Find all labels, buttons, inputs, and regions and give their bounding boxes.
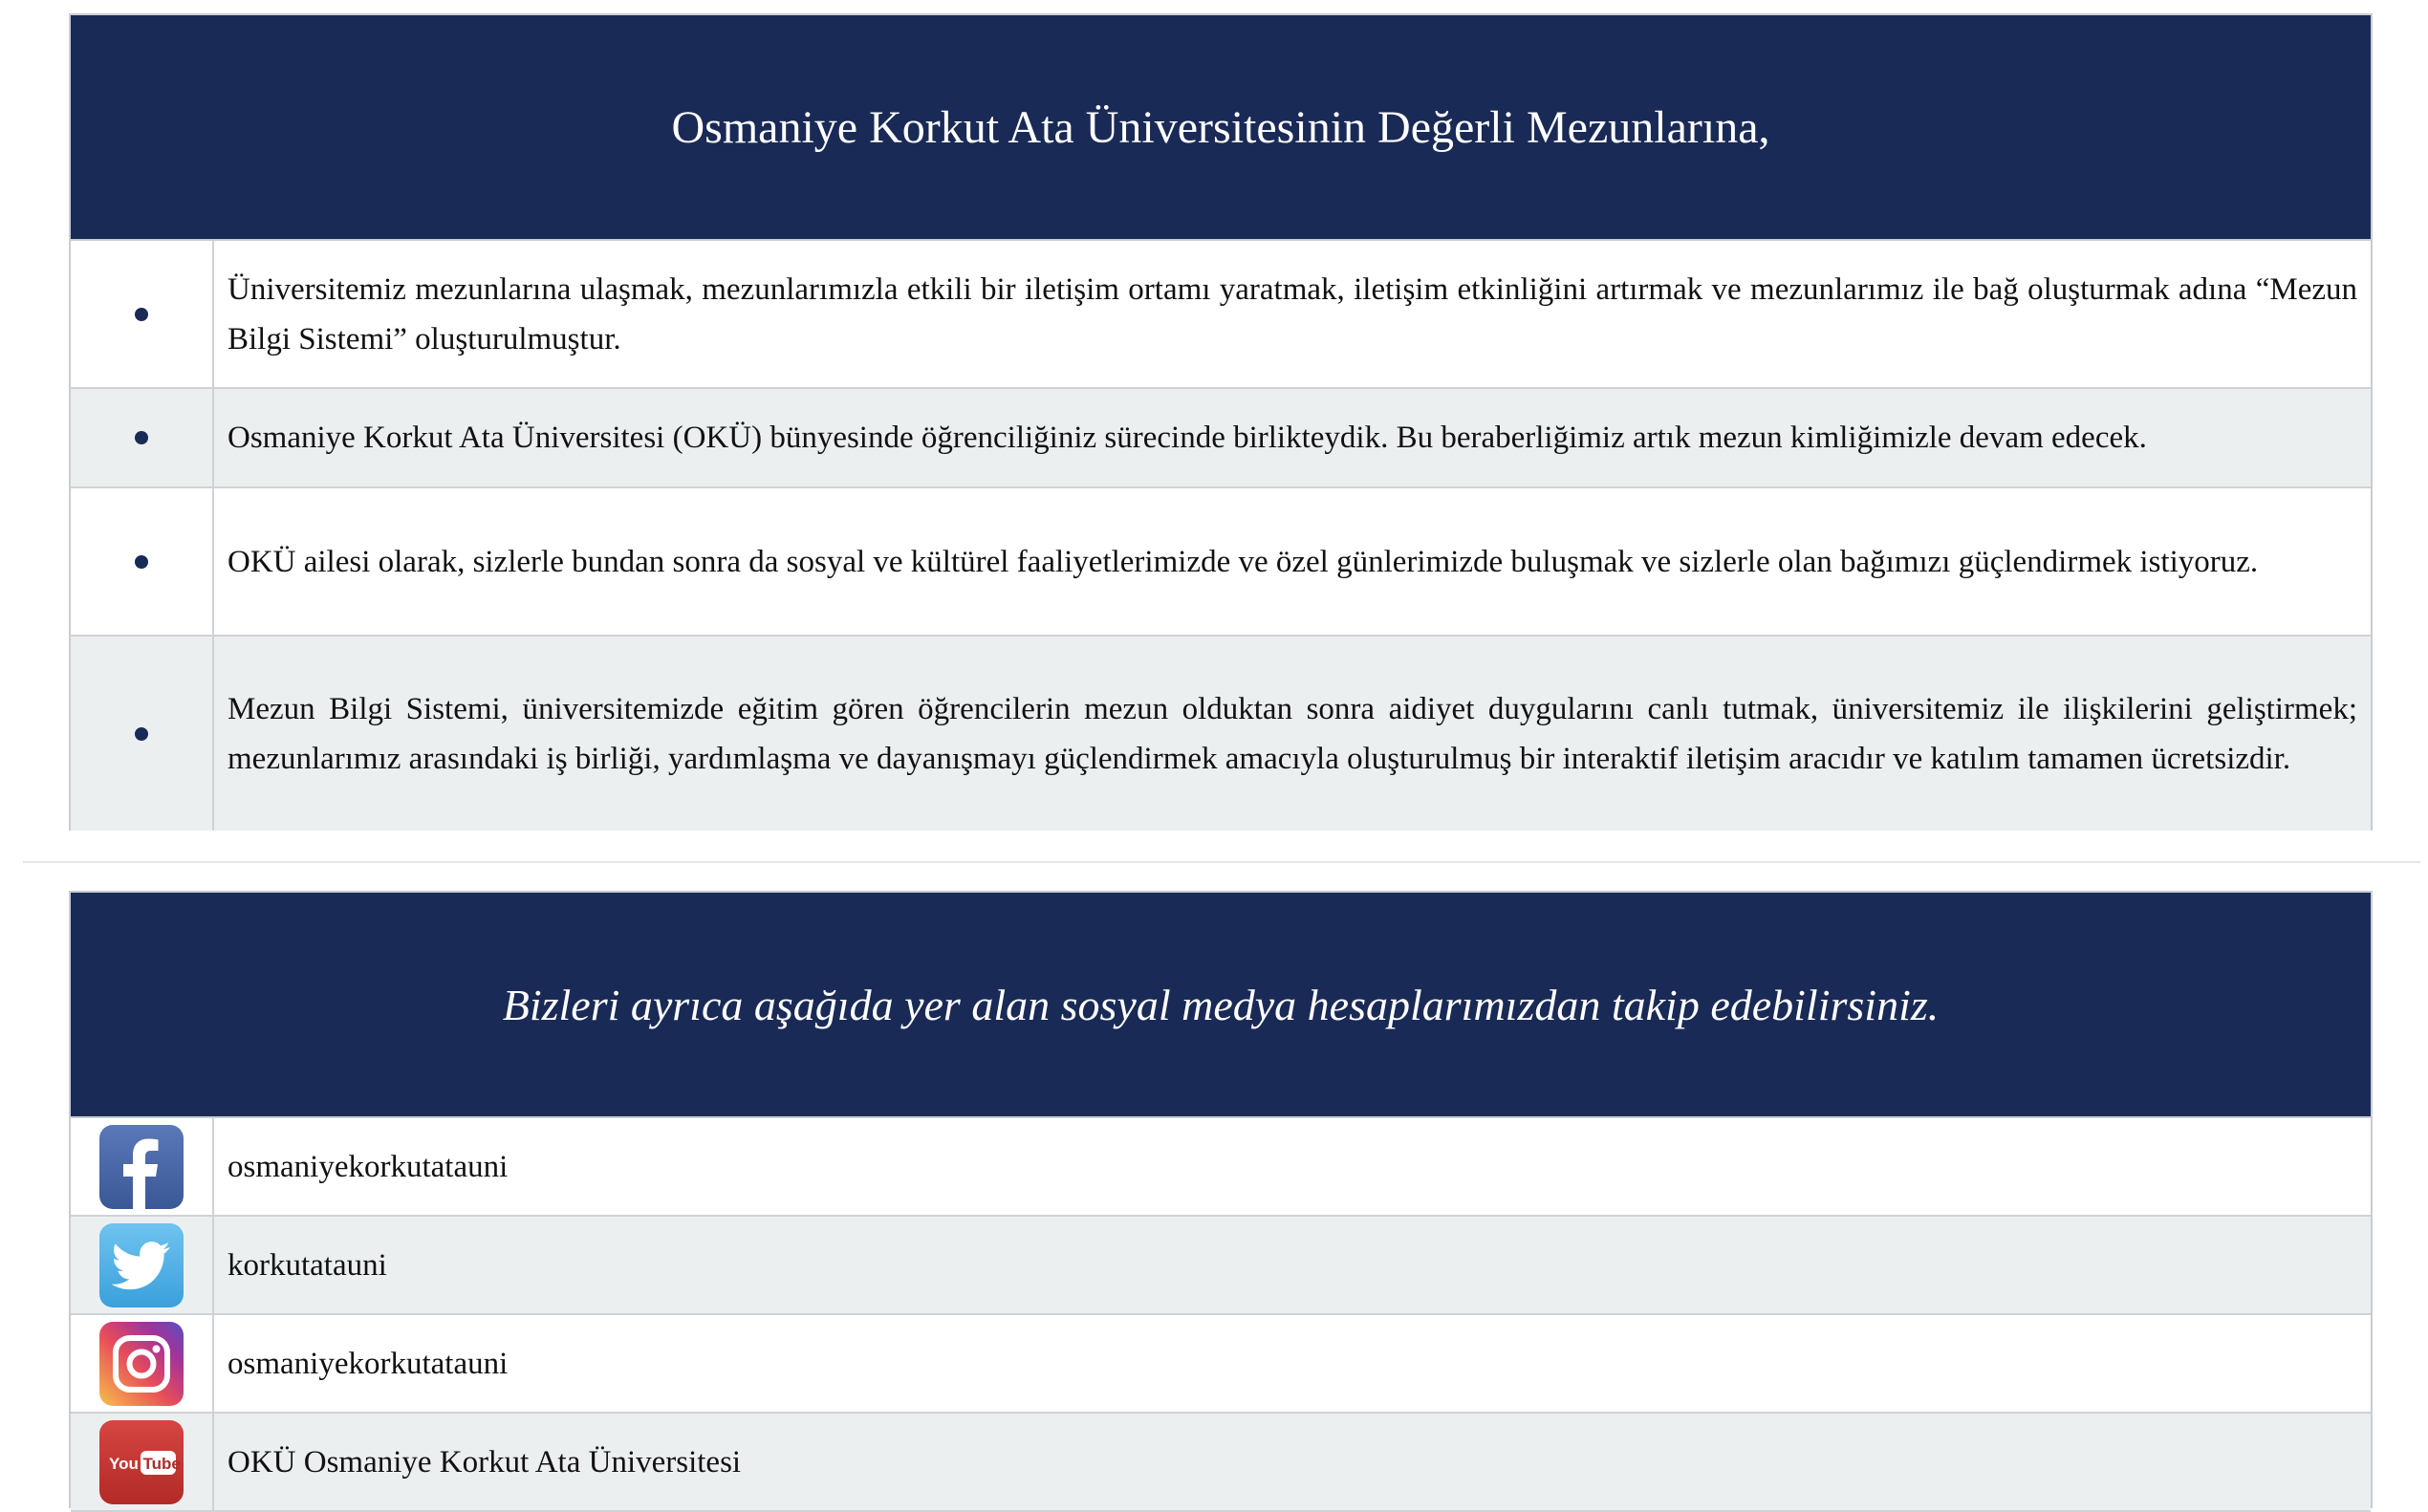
info-row [71, 488, 2371, 637]
bullet-icon [135, 308, 148, 321]
info-panel [69, 13, 2373, 831]
info-row [71, 389, 2371, 488]
social-row-facebook[interactable] [71, 1118, 2371, 1217]
svg-text:You: You [109, 1454, 139, 1473]
info-row-text: OKÜ ailesi olarak, sizlerle bundan sonra da sosyal ve kültürel faaliyetlerimizde ve özel günlerimizde buluşmak ve sizlerle olan bağımızı güçlendirmek istiyoruz. [228, 544, 2259, 579]
facebook-icon[interactable] [99, 1125, 184, 1209]
social-panel [69, 891, 2373, 1508]
youtube-icon[interactable] [99, 1420, 184, 1504]
info-row [71, 637, 2371, 831]
social-handle[interactable]: korkutatauni [228, 1247, 387, 1283]
twitter-icon[interactable] [99, 1223, 184, 1307]
info-row [71, 241, 2371, 389]
info-row-text: Üniversitemiz mezunlarına ulaşmak, mezunlarımızla etkili bir iletişim ortamı yaratmak, iletişim etkinliğini artırmak ve mezunlarımız ile bağ oluşturmak adına “Mezun Bilgi Sistemi” oluşturulmuştur. [228, 271, 2357, 356]
social-row-twitter[interactable] [71, 1217, 2371, 1315]
info-panel-title: Osmaniye Korkut Ata Üniversitesinin Değerli Mezunlarına, [71, 15, 2371, 241]
social-row-youtube[interactable] [71, 1414, 2371, 1512]
social-row-instagram[interactable] [71, 1315, 2371, 1414]
info-row-text: Mezun Bilgi Sistemi, üniversitemizde eğitim gören öğrencilerin mezun olduktan sonra aidiyet duygularını canlı tutmak, üniversitemiz ile ilişkilerini geliştirmek; mezunlarımız arasındaki iş birliği, yardımlaşma ve dayanışmayı güçlendirmek amacıyla oluşturulmuş bir interaktif iletişim aracıdır ve katılım tamamen ücretsizdir. [228, 691, 2357, 776]
bullet-icon [135, 431, 148, 444]
svg-text:Tube: Tube [142, 1454, 181, 1473]
section-divider [23, 861, 2420, 863]
social-panel-title: Bizleri ayrıca aşağıda yer alan sosyal medya hesaplarımızdan takip edebilirsiniz. [71, 893, 2371, 1118]
social-handle[interactable]: osmaniyekorkutatauni [228, 1149, 509, 1184]
bullet-icon [135, 727, 148, 741]
info-row-text: Osmaniye Korkut Ata Üniversitesi (OKÜ) bünyesinde öğrenciliğiniz sürecinde birlikteydik. Bu beraberliğimiz artık mezun kimliğimizle devam edecek. [228, 421, 2147, 455]
social-handle[interactable]: osmaniyekorkutatauni [228, 1346, 509, 1381]
social-handle[interactable]: OKÜ Osmaniye Korkut Ata Üniversitesi [228, 1444, 742, 1480]
instagram-icon[interactable] [99, 1322, 184, 1406]
bullet-icon [135, 555, 148, 569]
